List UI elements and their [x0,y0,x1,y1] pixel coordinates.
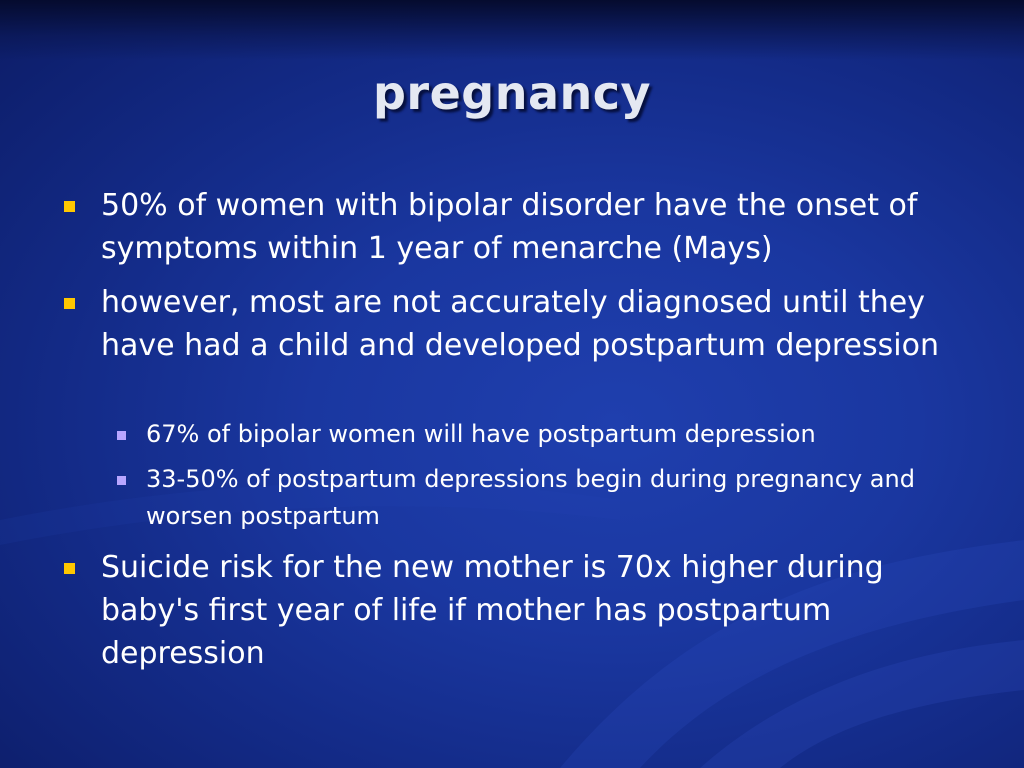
bullet-square-icon [64,298,75,309]
slide-title: pregnancy [372,66,652,120]
sub-bullet-item: 33-50% of postpartum depressions begin during pregnancy and worsen postpartum [146,465,915,530]
bullet-item: Suicide risk for the new mother is 70x higher during baby's first year of life if mother has postpartum depression [101,550,884,671]
sub-bullet-square-icon [117,476,126,485]
bullet-item: however, most are not accurately diagnosed until they have had a child and developed postpartum depression [101,285,939,363]
sub-bullet-item: 67% of bipolar women will have postpartum depression [146,420,816,448]
bullet-square-icon [64,563,75,574]
sub-bullet-square-icon [117,431,126,440]
bullet-item: 50% of women with bipolar disorder have the onset of symptoms within 1 year of menarche (Mays) [101,188,918,266]
bullet-square-icon [64,201,75,212]
